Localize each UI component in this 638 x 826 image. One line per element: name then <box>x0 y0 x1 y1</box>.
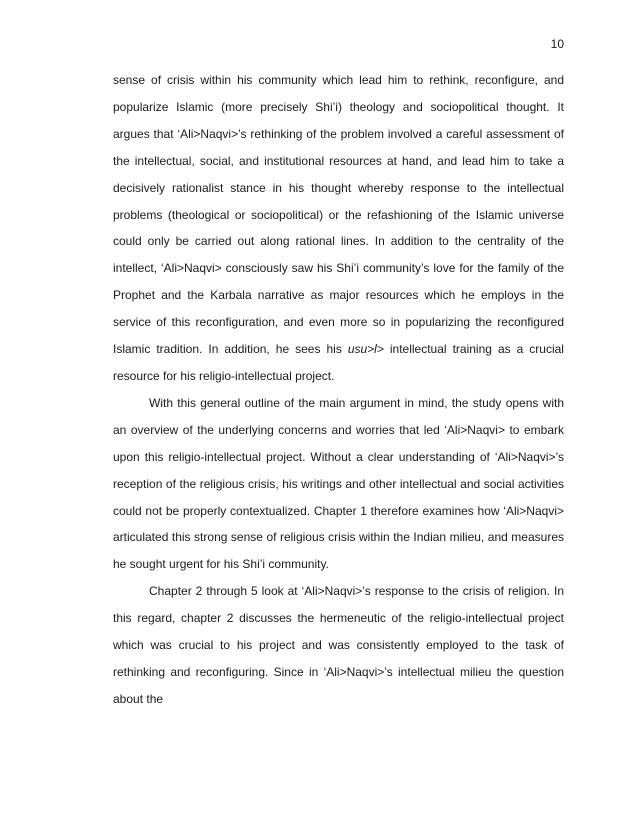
text-segment: With this general outline of the main argument in mind, the study opens with an overview of the underlying concerns and worries that led ‘Ali>Naqvi> to embark upon this religio-intellectual project. Without a clear understanding of ‘Ali>Naqvi>’s reception of the religious crisis, his writings and other intellectual and social activities could not be properly contextualized. Chapter 1 therefore examines how ‘Ali>Naqvi> articulated this strong sense of religious crisis within the Indian milieu, and measures he sought urgent for his Shi’i community. <box>113 395 564 572</box>
page-number: 10 <box>550 37 564 51</box>
paragraph-1 <box>113 67 564 390</box>
text-segment: sense of crisis within his community which lead him to rethink, reconfigure, and popularize Islamic (more precisely Shi’i) theology and sociopolitical thought. It argues that ‘Ali>Naqvi>’s rethinking of the problem involved a careful assessment of the intellectual, social, and institutional resources at hand, and lead him to take a decisively rationalist stance in his thought whereby response to the intellectual problems (theological or sociopolitical) or the refashioning of the Islamic universe could only be carried out along rational lines. In addition to the centrality of the intellect, ‘Ali>Naqvi> consciously saw his Shi’i community’s love for the family of the Prophet and the Karbala narrative as major resources which he employs in the service of this reconfiguration, and even more so in popularizing the reconfigured Islamic tradition. In addition, he sees his <box>113 73 564 357</box>
body-text <box>113 67 564 713</box>
text-segment: Chapter 2 through 5 look at ‘Ali>Naqvi>’s response to the crisis of religion. In this regard, chapter 2 discusses the hermeneutic of the religio-intellectual project which was crucial to his project and was consistently employed to the task of rethinking and reconfiguring. Since in ‘Ali>Naqvi>’s intellectual milieu the question about the <box>113 584 564 706</box>
paragraph-2 <box>113 390 564 578</box>
text-segment: intellectual training as a crucial resource for his religio-intellectual project. <box>113 342 564 383</box>
paragraph-3 <box>113 578 564 713</box>
italic-term: usu>l> <box>347 342 384 357</box>
